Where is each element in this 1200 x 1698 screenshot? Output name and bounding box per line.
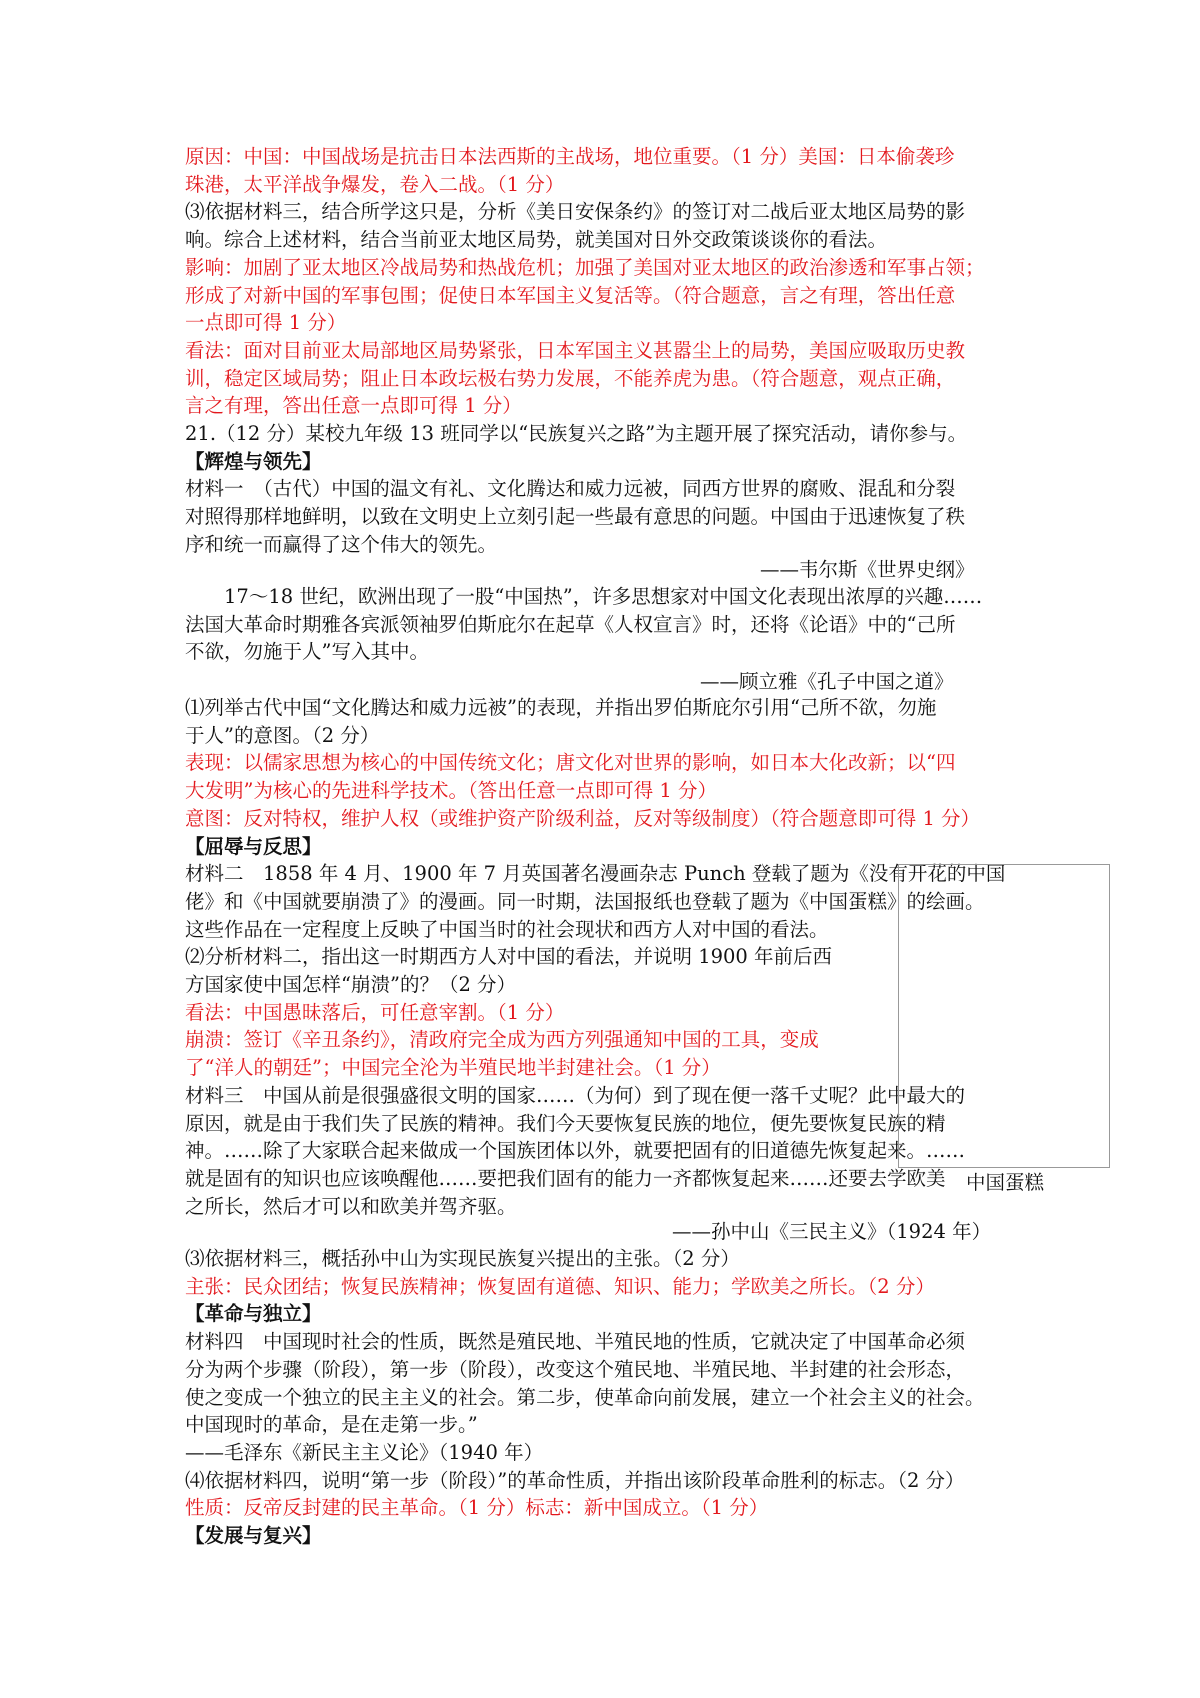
text-line: 一点即可得 1 分） — [185, 311, 347, 335]
cartoon-image-frame — [898, 864, 1110, 1168]
text-line: 材料四 中国现时社会的性质，既然是殖民地、半殖民地的性质，它就决定了中国革命必须 — [185, 1330, 966, 1354]
text-line: 训，稳定区域局势；阻止日本政坛极右势力发展，不能养虎为患。（符合题意，观点正确， — [185, 366, 956, 390]
text-line: 不欲，勿施于人”写入其中。 — [185, 640, 429, 664]
text-line: 神。……除了大家联合起来做成一个国族团体以外，就要把固有的旧道德先恢复起来。…… — [185, 1139, 966, 1163]
text-line: 形成了对新中国的军事包围；促使日本军国主义复活等。（符合题意，言之有理，答出任意 — [185, 283, 956, 307]
text-line: 影响：加剧了亚太地区冷战局势和热战危机；加强了美国对亚太地区的政治渗透和军事占领； — [185, 255, 985, 279]
text-line: 17～18 世纪，欧洲出现了一股“中国热”，许多思想家对中国文化表现出浓厚的兴趣…… — [185, 585, 983, 608]
text-line: 看法：中国愚昧落后，可任意宰割。（1 分） — [185, 1000, 565, 1024]
text-line: ——毛泽东《新民主主义论》（1940 年） — [185, 1440, 544, 1464]
text-line: 意图：反对特权，维护人权（或维护资产阶级利益，反对等级制度）（符合题意即可得 1 分） — [185, 806, 981, 830]
text-line: ⑶依据材料三，结合所学这只是，分析《美日安保条约》的签订对二战后亚太地区局势的影 — [185, 200, 966, 224]
text-line: 于人”的意图。（2 分） — [185, 723, 380, 747]
text-line: 使之变成一个独立的民主主义的社会。第二步，使革命向前发展，建立一个社会主义的社会。 — [185, 1385, 985, 1409]
text-line: 了“洋人的朝廷”；中国完全沦为半殖民地半封建社会。（1 分） — [185, 1056, 721, 1080]
text-line: 原因：中国：中国战场是抗击日本法西斯的主战场，地位重要。（1 分）美国：日本偷袭珍 — [185, 145, 955, 168]
text-line: ⑵分析材料二，指出这一时期西方人对中国的看法，并说明 1900 年前后西 — [185, 945, 833, 969]
cartoon-image-caption: 中国蛋糕 — [966, 1171, 1045, 1194]
source-wells: ——韦尔斯《世界史纲》 — [760, 558, 975, 581]
text-line: 大发明”为核心的先进科学技术。（答出任意一点即可得 1 分） — [185, 779, 718, 803]
text-line: 【革命与独立】 — [185, 1302, 322, 1326]
text-line: 原因，就是由于我们失了民族的精神。我们今天要恢复民族的地位，便先要恢复民族的精 — [185, 1111, 946, 1135]
text-line: 21.（12 分）某校九年级 13 班同学以“民族复兴之路”为主题开展了探究活动，请你参与。 — [185, 422, 968, 445]
text-line: 性质：反帝反封建的民主革命。（1 分）标志：新中国成立。（1 分） — [185, 1496, 769, 1520]
text-line: 就是固有的知识也应该唤醒他……要把我们固有的能力一齐都恢复起来……还要去学欧美 — [185, 1166, 946, 1190]
text-line: 珠港，太平洋战争爆发，卷入二战。（1 分） — [185, 172, 565, 196]
text-line: 表现：以儒家思想为核心的中国传统文化；唐文化对世界的影响，如日本大化改新；以“四 — [185, 751, 956, 775]
text-line: 【辉煌与领先】 — [185, 449, 322, 473]
text-line: 看法：面对目前亚太局部地区局势紧张，日本军国主义甚嚣尘上的局势，美国应吸取历史教 — [185, 338, 966, 362]
text-line: 主张：民众团结；恢复民族精神；恢复固有道德、知识、能力；学欧美之所长。（2 分） — [185, 1274, 935, 1298]
text-line: 材料三 中国从前是很强盛很文明的国家……（为何）到了现在便一落千丈呢？此中最大的 — [185, 1083, 966, 1107]
text-line: 崩溃：签订《辛丑条约》，清政府完全成为西方列强通知中国的工具，变成 — [185, 1028, 819, 1052]
text-line: 这些作品在一定程度上反映了中国当时的社会现状和西方人对中国的看法。 — [185, 917, 829, 941]
text-line: 佬》和《中国就要崩溃了》的漫画。同一时期，法国报纸也登载了题为《中国蛋糕》的绘画。 — [185, 889, 985, 913]
text-line: ⑴列举古代中国“文化腾达和威力远被”的表现，并指出罗伯斯庇尔引用“己所不欲，勿施 — [185, 696, 937, 719]
source-creel: ——顾立雅《孔子中国之道》 — [700, 670, 954, 693]
text-line: 序和统一而赢得了这个伟大的领先。 — [185, 532, 498, 556]
text-line: 之所长，然后才可以和欧美并驾齐驱。 — [185, 1194, 517, 1218]
text-line: 法国大革命时期雅各宾派领袖罗伯斯庇尔在起草《人权宣言》时，还将《论语》中的“己所 — [185, 612, 956, 636]
text-line: ⑷依据材料四，说明“第一步（阶段）”的革命性质，并指出该阶段革命胜利的标志。（2 分） — [185, 1468, 965, 1492]
source-sun-yatsen: ——孙中山《三民主义》（1924 年） — [672, 1220, 992, 1243]
text-line: 【屈辱与反思】 — [185, 834, 322, 858]
text-line: 材料二 1858 年 4 月、1900 年 7 月英国著名漫画杂志 Punch 登载了题为《没有开花的中国 — [185, 862, 1006, 886]
text-line: 中国现时的革命，是在走第一步。” — [185, 1413, 478, 1437]
text-line: 方国家使中国怎样“崩溃”的？（2 分） — [185, 973, 517, 996]
text-line: 【发展与复兴】 — [185, 1524, 322, 1547]
text-line: 对照得那样地鲜明，以致在文明史上立刻引起一些最有意思的问题。中国由于迅速恢复了秩 — [185, 505, 966, 529]
text-line: 言之有理，答出任意一点即可得 1 分） — [185, 394, 522, 418]
text-line: 分为两个步骤（阶段），第一步（阶段），改变这个殖民地、半殖民地、半封建的社会形态， — [185, 1357, 966, 1381]
text-line: 响。综合上述材料，结合当前亚太地区局势，就美国对日外交政策谈谈你的看法。 — [185, 228, 888, 252]
text-line: ⑶依据材料三，概括孙中山为实现民族复兴提出的主张。（2 分） — [185, 1247, 740, 1270]
text-line: 材料一 （古代）中国的温文有礼、文化腾达和威力远被，同西方世界的腐败、混乱和分裂 — [185, 477, 956, 501]
